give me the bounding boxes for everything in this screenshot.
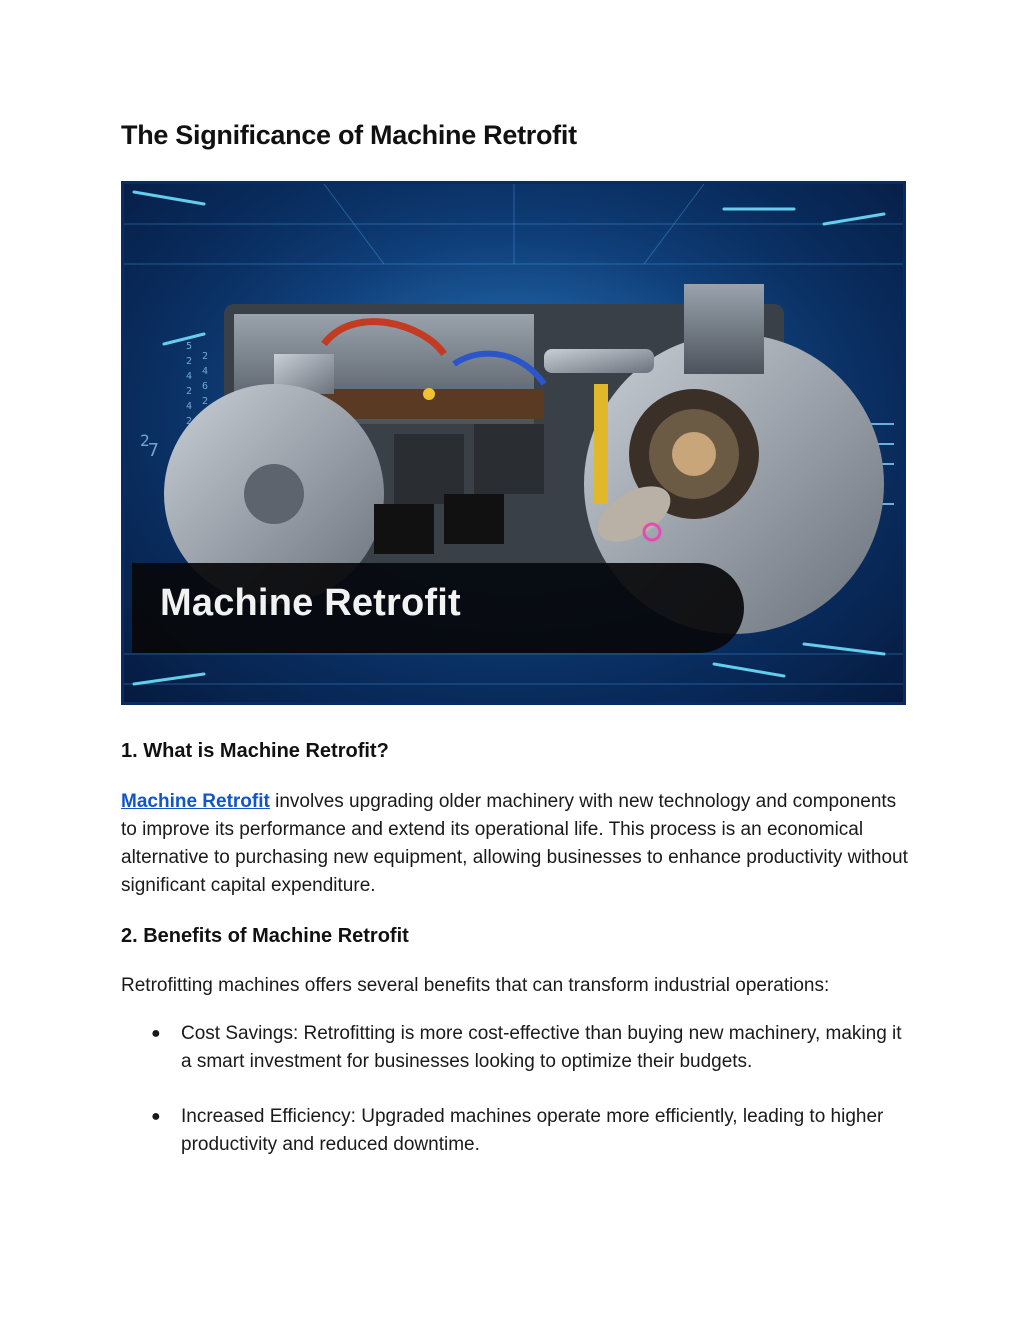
list-item bbox=[121, 1020, 911, 1076]
list-item bbox=[121, 1103, 911, 1159]
section1-paragraph bbox=[121, 788, 911, 900]
machine-retrofit-link[interactable]: Machine Retrofit bbox=[121, 791, 270, 812]
section1-heading: 1. What is Machine Retrofit? bbox=[121, 740, 389, 762]
list-item-text: Cost Savings: Retrofitting is more cost-effective than buying new machinery, making it a smart investment for businesses looking to optimize their budgets. bbox=[181, 1023, 902, 1072]
svg-text:4: 4 bbox=[202, 366, 209, 377]
svg-text:2: 2 bbox=[186, 356, 193, 367]
svg-text:6: 6 bbox=[202, 381, 209, 392]
section1-body: involves upgrading older machinery with new technology and components to improve its performance and extend its operational life. This process is an economical alternative to purchasing new equipment, allowing businesses to enhance productivity without significant capital expenditure. bbox=[121, 791, 908, 896]
section2-heading: 2. Benefits of Machine Retrofit bbox=[121, 925, 409, 947]
svg-text:2: 2 bbox=[202, 396, 209, 407]
hero-image bbox=[121, 181, 906, 705]
svg-text:4: 4 bbox=[186, 371, 193, 382]
hero-caption: Machine Retrofit bbox=[160, 582, 461, 624]
svg-text:2: 2 bbox=[140, 431, 150, 450]
bullet-icon: ● bbox=[151, 1025, 161, 1042]
svg-text:5: 5 bbox=[186, 341, 193, 352]
svg-text:7: 7 bbox=[148, 440, 159, 461]
page-title: The Significance of Machine Retrofit bbox=[121, 120, 577, 150]
section2-intro: Retrofitting machines offers several benefits that can transform industrial operations: bbox=[121, 975, 830, 996]
bullet-icon: ● bbox=[151, 1108, 161, 1125]
list-item-text: Increased Efficiency: Upgraded machines operate more efficiently, leading to higher productivity and reduced downtime. bbox=[181, 1106, 884, 1155]
svg-text:2: 2 bbox=[202, 351, 209, 362]
benefits-list bbox=[121, 1020, 911, 1186]
svg-text:2: 2 bbox=[186, 416, 193, 427]
svg-text:2: 2 bbox=[186, 386, 193, 397]
svg-text:4: 4 bbox=[186, 401, 193, 412]
